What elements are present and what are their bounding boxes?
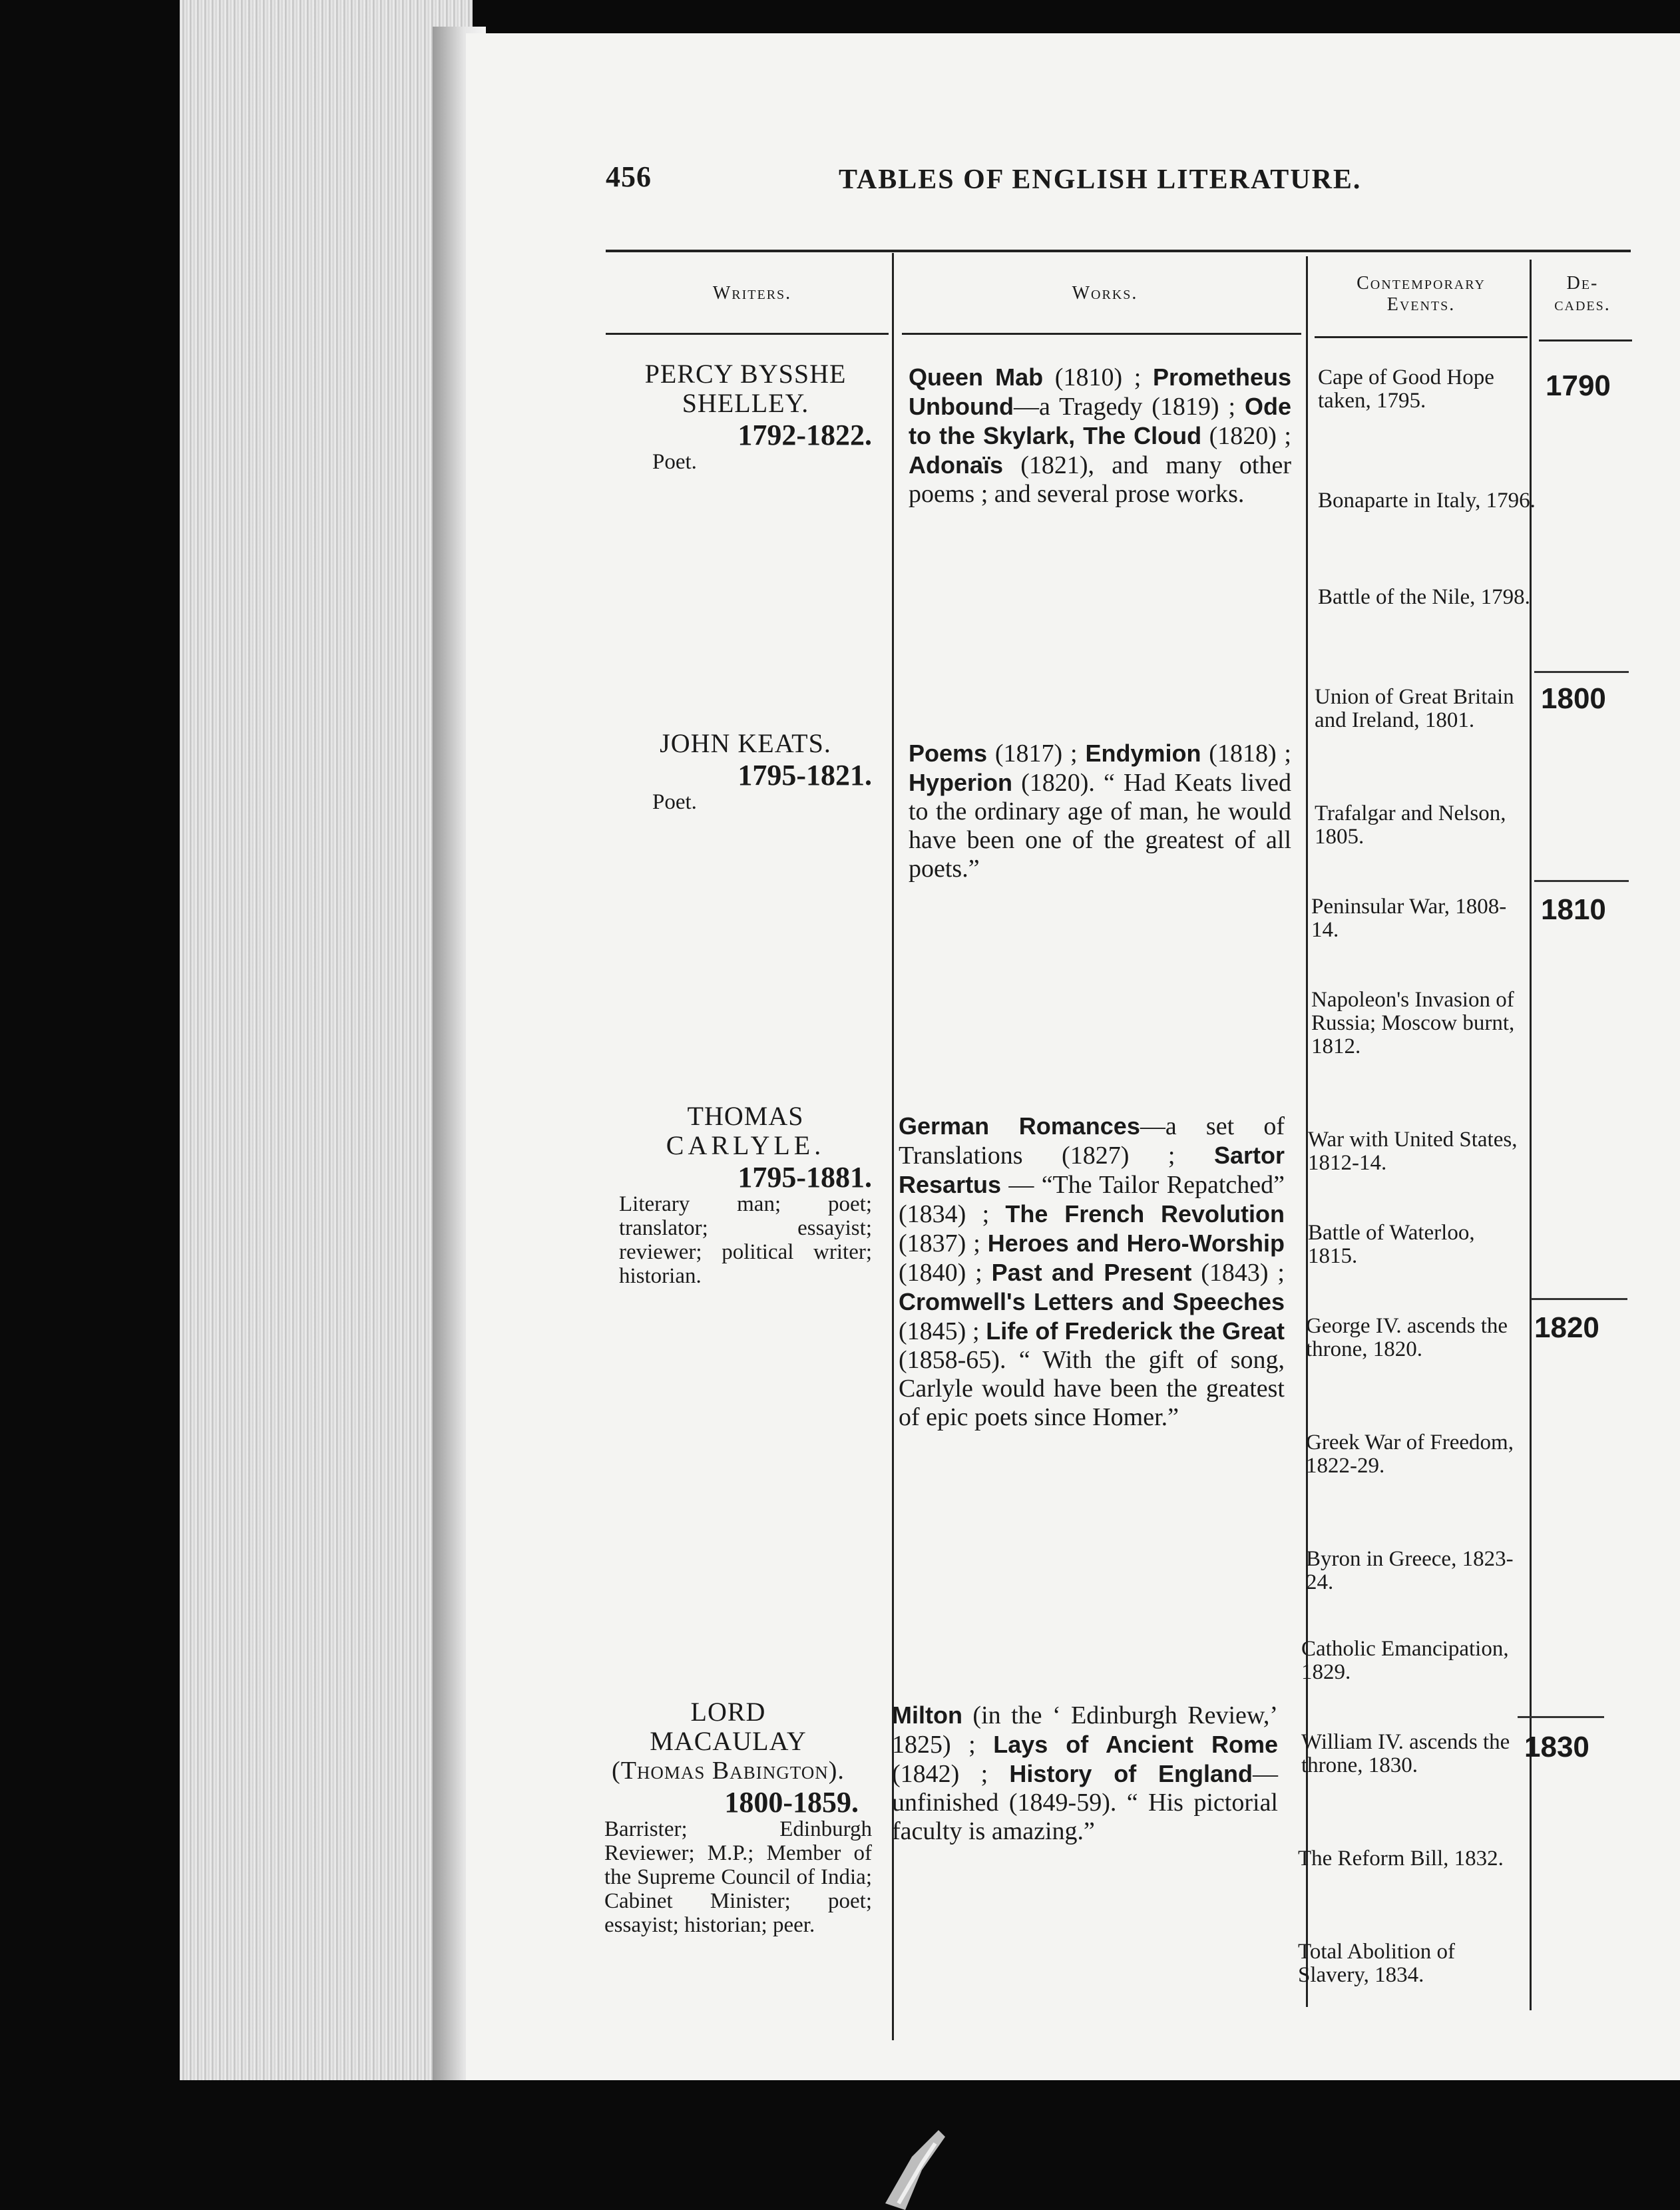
writer-dates: 1800-1859. — [724, 1786, 859, 1819]
work-title: Past and Present — [991, 1259, 1192, 1286]
header-bottom-rule-events — [1315, 336, 1528, 338]
writer-entry-carlyle — [619, 1102, 872, 1288]
column-header-decades — [1534, 273, 1631, 316]
works-shelley — [909, 363, 1291, 509]
writer-role: Literary man; poet; translator; essayist; reviewer; political writer; historian. — [619, 1192, 872, 1288]
table-top-rule — [606, 250, 1631, 252]
work-description: (1817) ; — [987, 740, 1086, 768]
event-item: Bonaparte in Italy, 1796. — [1318, 489, 1536, 513]
work-title: Milton — [892, 1701, 962, 1729]
event-item: Union of Great Britain and Ireland, 1801. — [1315, 685, 1514, 732]
work-description: —a Tragedy (1819) ; — [1013, 393, 1245, 421]
event-item: Napoleon's Invasion of Russia; Moscow burnt, 1812. — [1311, 988, 1515, 1058]
writer-role: Barrister; Edinburgh Reviewer; M.P.; Member of the Supreme Council of India; Cabinet Minister; poet; essayist; historian; peer. — [604, 1817, 872, 1937]
work-title: Prometheus Unbound — [909, 363, 1291, 420]
writer-name-line2: CARLYLE. — [666, 1130, 825, 1160]
writer-dates: 1795-1821. — [737, 759, 872, 791]
scan-artifact — [859, 2117, 965, 2210]
decade-rule — [1518, 1716, 1604, 1718]
work-description: (1820) ; — [1201, 422, 1291, 450]
work-description: —unfinished (1849-59). “ His pictorial faculty is amazing.” — [892, 1760, 1278, 1845]
event-item: Byron in Greece, 1823-24. — [1306, 1547, 1514, 1594]
work-title: Hyperion — [909, 769, 1013, 796]
writer-name-line2: MACAULAY — [650, 1726, 807, 1756]
writer-name-line1: THOMAS — [687, 1101, 804, 1131]
event-item: Greek War of Freedom, 1822-29. — [1306, 1431, 1514, 1478]
writer-name-line1: LORD — [690, 1697, 766, 1727]
work-title: Ode to the Skylark, The Cloud — [909, 393, 1291, 449]
event-item: Peninsular War, 1808-14. — [1311, 895, 1507, 942]
work-title: Adonaïs — [909, 451, 1004, 479]
decade-label: 1820 — [1534, 1311, 1599, 1344]
column-header-writers: Writers. — [712, 283, 792, 304]
header-bottom-rule-decades — [1539, 339, 1632, 341]
page-header — [606, 160, 1404, 213]
event-item: Battle of Waterloo, 1815. — [1308, 1221, 1475, 1268]
event-item: The Reform Bill, 1832. — [1298, 1847, 1504, 1871]
column-header-events — [1318, 273, 1524, 316]
event-item: Cape of Good Hope taken, 1795. — [1318, 365, 1494, 413]
writer-dates: 1792-1822. — [737, 419, 872, 451]
work-title: Life of Frederick the Great — [986, 1317, 1285, 1345]
work-title: The French Revolution — [1005, 1200, 1285, 1227]
work-description: (1858-65). “ With the gift of song, Carlyle would have been the greatest of epic poets since Homer.” — [899, 1346, 1285, 1431]
works-carlyle — [899, 1112, 1285, 1432]
decade-label: 1790 — [1546, 369, 1611, 402]
writer-name-line1: PERCY BYSSHE — [644, 359, 847, 389]
column-header-works: Works. — [1072, 283, 1138, 304]
decade-label: 1800 — [1541, 682, 1606, 715]
work-description: (in the ‘ Edinburgh Review,’ 1825) ; — [892, 1701, 1278, 1759]
work-description: — “The Tailor Repatched” (1834) ; — [899, 1171, 1285, 1228]
decade-rule — [1534, 880, 1629, 882]
column-header-decades-line1: De- — [1566, 273, 1599, 294]
event-item: George IV. ascends the throne, 1820. — [1306, 1314, 1508, 1361]
work-title: Sartor Resartus — [899, 1142, 1285, 1198]
decade-rule — [1534, 671, 1629, 673]
work-description: (1818) ; — [1201, 740, 1291, 768]
work-title: History of England — [1009, 1760, 1253, 1787]
header-bottom-rule-works — [902, 333, 1301, 335]
decade-rule — [1531, 1298, 1627, 1300]
running-title: TABLES OF ENGLISH LITERATURE. — [839, 164, 1362, 195]
event-item: Catholic Emancipation, 1829. — [1301, 1637, 1509, 1684]
work-description: (1845) ; — [899, 1317, 986, 1345]
event-item: War with United States, 1812-14. — [1308, 1128, 1518, 1175]
decade-label: 1810 — [1541, 893, 1606, 926]
writer-role: Poet. — [652, 450, 697, 474]
column-header-events-line2: Events. — [1386, 294, 1456, 315]
event-item: William IV. ascends the throne, 1830. — [1301, 1730, 1510, 1777]
event-item: Battle of the Nile, 1798. — [1318, 585, 1530, 609]
work-description: (1821), and many other poems ; and several prose works. — [909, 451, 1291, 508]
work-description: (1842) ; — [892, 1760, 1010, 1788]
header-bottom-rule-writers — [606, 333, 889, 335]
work-description: (1820). “ Had Keats lived to the ordinary age of man, he would have been one of the greatest of all poets.” — [909, 769, 1291, 883]
work-title: Poems — [909, 740, 988, 767]
writer-entry-macaulay — [584, 1697, 872, 1937]
work-title: Cromwell's Letters and Speeches — [899, 1288, 1285, 1315]
writer-dates: 1795-1881. — [737, 1161, 872, 1194]
writer-entry-shelley — [619, 359, 872, 474]
writer-entry-keats — [619, 729, 872, 814]
writer-name-line2: SHELLEY. — [682, 388, 809, 418]
work-description: (1840) ; — [899, 1259, 992, 1287]
works-macaulay — [892, 1701, 1278, 1846]
column-header-events-line1: Contemporary — [1357, 273, 1486, 294]
work-description: (1843) ; — [1191, 1259, 1285, 1287]
work-description: —a set of Translations (1827) ; — [899, 1112, 1285, 1170]
book-page-edges — [180, 0, 473, 2080]
works-keats — [909, 739, 1291, 883]
column-header-decades-line2: cades. — [1554, 294, 1611, 315]
page-number: 456 — [606, 160, 652, 193]
work-title: German Romances — [899, 1112, 1140, 1140]
writer-name-line1: JOHN KEATS. — [660, 728, 831, 758]
work-description: (1810) ; — [1043, 363, 1153, 391]
event-item: Trafalgar and Nelson, 1805. — [1315, 801, 1506, 849]
work-title: Heroes and Hero-Worship — [987, 1229, 1285, 1257]
decade-label: 1830 — [1524, 1731, 1589, 1763]
work-title: Queen Mab — [909, 363, 1044, 391]
work-title: Endymion — [1085, 740, 1201, 767]
writer-role: Poet. — [652, 790, 697, 814]
work-description: (1837) ; — [899, 1229, 988, 1257]
work-title: Lays of Ancient Rome — [993, 1731, 1278, 1758]
writer-name-line3: (Thomas Babington). — [612, 1757, 845, 1785]
event-item: Total Abolition of Slavery, 1834. — [1298, 1940, 1456, 1987]
